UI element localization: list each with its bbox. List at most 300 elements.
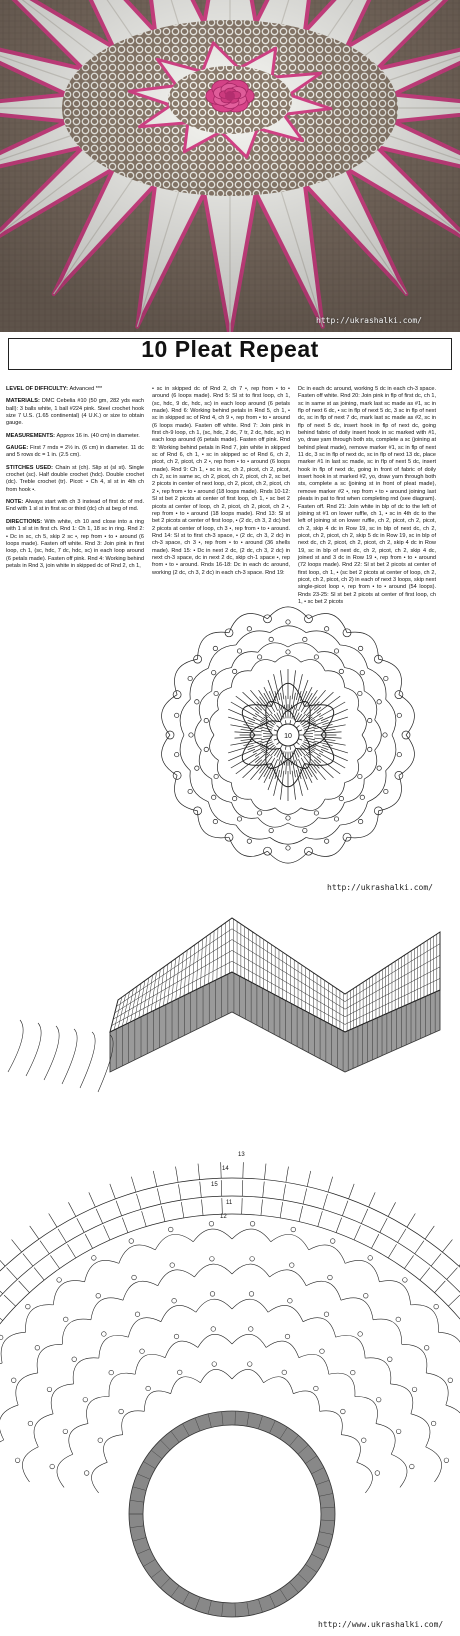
net-loop [26,1305,54,1332]
shell-stitch [323,1194,328,1209]
net-arc [306,825,340,839]
shell-stitch [380,1218,387,1232]
picot [84,1471,89,1476]
pleat-row [116,929,440,1007]
page-title: 10 Pleat Repeat [0,336,460,363]
net-arc [251,799,275,810]
net-arc [231,802,257,818]
shell-stitch [116,1201,122,1216]
shell-stitch [328,1177,333,1192]
stitch [290,720,291,724]
stitch [228,749,255,761]
picot [146,1386,151,1391]
net-loop [37,1344,62,1373]
pleat-band-chart [0,912,460,1134]
net-loop [135,1354,165,1374]
chain-loop [175,659,198,694]
picot [291,1227,296,1232]
picot [175,713,179,717]
picot [98,1438,103,1443]
picot [264,847,272,855]
picot [334,817,338,821]
instruction-paragraph [6,465,144,494]
shell-stitch [242,1198,243,1214]
picot [11,1378,16,1383]
shell-stitch [19,1281,30,1293]
net-arc [270,837,306,844]
chain-loop [268,851,309,863]
picot [384,676,388,680]
shell-stitch [342,1201,348,1216]
picot [289,1263,294,1268]
net-arc [208,802,236,825]
stitch [296,742,299,745]
net-loop [0,1440,4,1477]
shell-stitch [404,1255,413,1268]
shell-stitch [448,1295,460,1306]
picot [286,846,290,850]
shell-stitch [264,1164,266,1180]
shell-stitch [435,1281,446,1293]
pleat-stitch [184,950,187,995]
stitch [281,722,283,725]
picot [383,733,387,737]
shell-stitch [198,1164,200,1180]
net-arc [190,771,208,802]
net-loop [271,1234,309,1250]
stitch [298,730,302,731]
picot [250,1256,255,1261]
stitch [294,722,296,725]
paragraph-label: GAUGE: [6,445,30,451]
shell-stitch [280,1202,283,1218]
picot [397,713,401,717]
net-loop [306,1281,341,1300]
net-loop [264,1377,294,1394]
net-loop [161,1305,196,1321]
picot [431,1421,436,1426]
picot [257,655,261,659]
shell-stitch [12,1240,22,1252]
net-loop [355,1397,378,1424]
pleat-stitch [217,928,218,979]
petal-outline [296,721,310,735]
picot [177,1370,182,1375]
shell-stitch [263,1182,265,1198]
pleat-stitch [172,959,176,1002]
picot [195,766,199,770]
net-loop [165,1341,198,1358]
picot [361,1438,366,1443]
shell-stitch [431,1254,441,1266]
picot [214,691,218,695]
stitch [277,742,280,745]
picot [320,1349,325,1354]
stitch [321,749,348,761]
net-loop [155,1234,193,1250]
net-arc [190,668,208,699]
net-loop [303,1318,336,1337]
petal-outline [267,721,281,735]
shell-stitch [181,1202,184,1218]
picot [375,1471,380,1476]
picot [360,670,364,674]
picot [377,700,381,704]
picot [410,1464,415,1469]
picot [175,752,179,756]
shell-stitch [336,1218,342,1233]
picot [188,676,192,680]
stitch [314,760,333,778]
pleat-stitch [110,1000,118,1032]
picot [211,670,215,674]
shell-stitch [34,1268,44,1280]
rounds-fan-diagram [0,1134,460,1631]
net-loop [1,1332,26,1363]
pleat-stitch [221,925,222,977]
picot [209,1221,214,1226]
picot [434,1304,439,1309]
rounds-fan-chart [0,1134,460,1631]
paragraph-text: DMC Cebelia #10 (50 gm, 282 yds each ball): 3 balls white, 1 ball #224 pink. Steel crochet hook size 7 U.S. (1.65 continental) (4 U.K.) or size to obtain gauge. [6,398,144,426]
shell-stitch [67,1244,75,1258]
shell-stitch [307,1171,311,1187]
net-loop [104,1435,123,1463]
shell-stitch [0,1283,3,1294]
net-arc [231,652,257,668]
net-arc [180,735,190,771]
picot [358,1332,363,1337]
picot [363,1293,368,1298]
picot [368,1256,373,1261]
chain-loop [175,775,198,810]
net-arc [301,660,325,671]
net-loop [16,1373,38,1405]
picot [189,733,193,737]
net-loop [357,1462,373,1493]
net-loop [293,1391,319,1411]
pleat-stitch [135,983,141,1019]
center-rosette-diagram [0,585,460,901]
picot [330,1239,335,1244]
shell-stitch [49,1214,57,1228]
stitch [319,753,345,768]
net-loop [232,1369,264,1382]
picot [92,1256,97,1261]
stitch [314,724,333,728]
picot [72,1357,77,1362]
chain-loop [378,775,401,810]
picot [135,1312,140,1317]
net-loop [122,1411,145,1435]
stitch [294,745,296,748]
net-loop [341,1298,373,1320]
picot [358,819,362,823]
shell-stitch [303,1188,307,1204]
lace-chain [8,1020,23,1072]
picot [269,637,273,641]
net-arc [358,735,367,760]
picot [358,646,362,650]
stitch [243,760,262,778]
picot [232,669,236,673]
pleat-band-diagram [0,912,460,1134]
shell-stitch [85,1234,92,1248]
stitch [290,746,291,750]
paragraph-text: Advanced *** [69,386,102,392]
net-loop [376,1424,395,1455]
diagram-watermark: http://ukrashalki.com/ [327,883,433,892]
picot [140,1349,145,1354]
net-arc [210,735,219,760]
picot [28,1421,33,1426]
picot [210,1292,215,1297]
shell-stitch [261,1199,263,1215]
picot [343,629,351,637]
picot [249,1292,254,1297]
picot [247,839,251,843]
net-loop [365,1358,391,1384]
chain-loop [378,659,401,694]
picot [172,1298,177,1303]
center-ring-label: 10 [284,733,292,740]
paragraph-text: Always start with ch 3 instead of first dc of rnd. End with 1 sl st in first sc or third (dc) ch at beg of rnd. [6,499,144,512]
net-loop [299,1354,329,1374]
picot [195,700,199,704]
net-loop [373,1319,402,1344]
net-loop [341,1435,360,1463]
shell-stitch [407,1214,415,1228]
picot [397,752,401,756]
shell-stitch [58,1229,66,1243]
picot [286,816,290,820]
picot [213,819,217,823]
net-arc [364,750,377,779]
net-arc [270,626,306,633]
picot [324,839,328,843]
chain-loop [268,607,309,619]
shell-stitch [243,1162,244,1178]
shell-stitch [77,1218,84,1232]
shell-stitch [200,1182,202,1198]
paragraph-label: LEVEL OF DIFFICULTY: [6,386,69,392]
row-number-label: 12 [220,1214,227,1220]
picot [376,1397,381,1402]
picot [211,1327,216,1332]
net-loop [446,1405,460,1440]
pleat-stitch [196,942,198,990]
picot [204,747,208,751]
stitch [319,702,345,717]
picot [102,1332,107,1337]
picot [63,1429,68,1434]
net-arc [345,687,359,709]
stitch [230,741,252,745]
net-arc [386,735,396,771]
shell-stitch [131,1177,136,1192]
paragraph-label: MATERIALS: [6,398,42,404]
picot [328,1275,333,1280]
instruction-paragraph [6,499,144,514]
stitch [323,725,345,729]
net-loop [266,1341,299,1358]
paragraph-label: MEASUREMENTS: [6,433,57,439]
picot [57,1278,62,1283]
net-arc [210,710,219,735]
net-arc [199,750,212,779]
pleat-stitch [163,964,167,1006]
picot [303,828,307,832]
picot [50,1464,55,1469]
net-arc [251,660,275,671]
doily-photo-illustration [0,0,460,332]
shell-stitch [0,1310,3,1320]
picot [339,669,343,673]
picot [396,1317,401,1322]
pleat-stitch [213,931,214,982]
instruction-paragraph [6,386,144,393]
instruction-paragraph [6,398,144,427]
net-loop [336,1335,365,1358]
net-loop [193,1229,232,1242]
row-number-label: 15 [211,1182,218,1188]
chain-loop [347,811,378,838]
stitch [286,696,287,709]
photo-watermark: http://ukrashalki.com/ [316,316,422,325]
chain-loop [347,632,378,659]
net-arc [306,631,340,645]
picot [269,828,273,832]
picot [403,1278,408,1283]
shell-stitch [398,1229,406,1243]
net-loop [91,1298,123,1320]
net-loop [171,1377,201,1394]
picot [63,1317,68,1322]
net-loop [270,1270,307,1286]
net-loop [232,1299,268,1312]
shell-stitch [221,1180,222,1196]
petal-outline [296,735,310,749]
net-loop [196,1299,232,1312]
stitch [290,696,291,709]
net-loop [402,1344,427,1373]
shell-stitch [415,1241,424,1254]
picot [360,795,364,799]
picot [83,1397,88,1402]
picot [368,747,372,751]
shell-stitch [153,1171,157,1187]
shell-stitch [0,1254,5,1266]
net-arc [368,771,386,802]
shell-stitch [176,1167,179,1183]
pleat-stitch [122,992,129,1026]
picot [358,774,362,778]
picot [341,1409,346,1414]
lace-chain [62,1029,77,1084]
picot [387,1357,392,1362]
net-loop [0,1405,18,1440]
net-arc [258,818,288,827]
pleat-stitch [131,986,138,1022]
lace-chain [26,1023,41,1076]
picot [314,811,318,815]
shell-stitch [420,1268,430,1280]
pleat-stitch [209,934,211,984]
picot [412,1387,417,1392]
picot [214,774,218,778]
picot [213,646,217,650]
pleat-stitch [143,978,149,1016]
stitch [314,741,333,745]
shell-stitch [388,1244,396,1258]
shell-stitch [110,1184,116,1199]
net-arc [288,643,318,652]
picot [286,650,290,654]
picot [225,629,233,637]
shell-stitch [68,1202,75,1216]
shell-stitch [283,1184,286,1200]
net-arc [275,808,301,815]
net-arc [195,720,202,751]
picot [237,817,241,821]
shell-stitch [136,1194,141,1209]
stitch [277,725,280,728]
stitch [285,720,286,724]
stitch [324,732,342,733]
net-arc [340,645,368,668]
instruction-paragraph [298,386,436,606]
picot [170,1263,175,1268]
picot [0,1335,3,1340]
shell-stitch [286,1167,289,1183]
chain-loop [198,632,229,659]
net-arc [318,802,344,818]
shell-stitch [50,1255,59,1268]
net-arc [386,699,396,735]
paragraph-text: With white, ch 10 and close into a ring with 1 sl st in first ch. Rnd 1: Ch 1, 18 sc in ring. Rnd 2: • Dc in sc, ch 5, skip 2 sc •, rep from • to • around (6 loops made). Fasten off white. Rnd 3: Join pink in first loop, ch 1, (sc, hdc, 7 dc, hdc, sc) in each loop around (6 petals made). Fasten off pink. Rnd 4: Working behind petals in Rnd 3, join white in skipped dc of Rnd 2, ch 1, [6,519,144,569]
instructions-column-2 [152,386,290,582]
net-loop [123,1281,158,1300]
net-loop [232,1264,270,1277]
net-loop [390,1384,412,1414]
picot [324,1312,329,1317]
rosette-chart [0,585,460,901]
paragraph-text: Approx 16 in. (40 cm) in diameter. [57,433,140,439]
picot [282,1370,287,1375]
net-loop [144,1391,170,1411]
net-loop [379,1281,410,1305]
net-loop [51,1384,73,1414]
picot [314,655,318,659]
instruction-paragraph [6,433,144,440]
picot [350,1370,355,1375]
stitch [321,709,348,721]
net-arc [301,799,325,810]
picot [247,627,251,631]
net-arc [340,802,368,825]
doily-photo [0,0,460,332]
net-loop [22,1447,38,1482]
chain-loop [229,614,268,633]
instruction-paragraph [6,519,144,570]
net-arc [288,818,318,827]
shell-stitch [202,1199,204,1215]
net-loop [158,1270,195,1286]
shell-stitch [142,1211,147,1226]
picot [210,1256,215,1261]
shell-stitch [122,1218,128,1233]
shell-stitch [4,1295,16,1306]
